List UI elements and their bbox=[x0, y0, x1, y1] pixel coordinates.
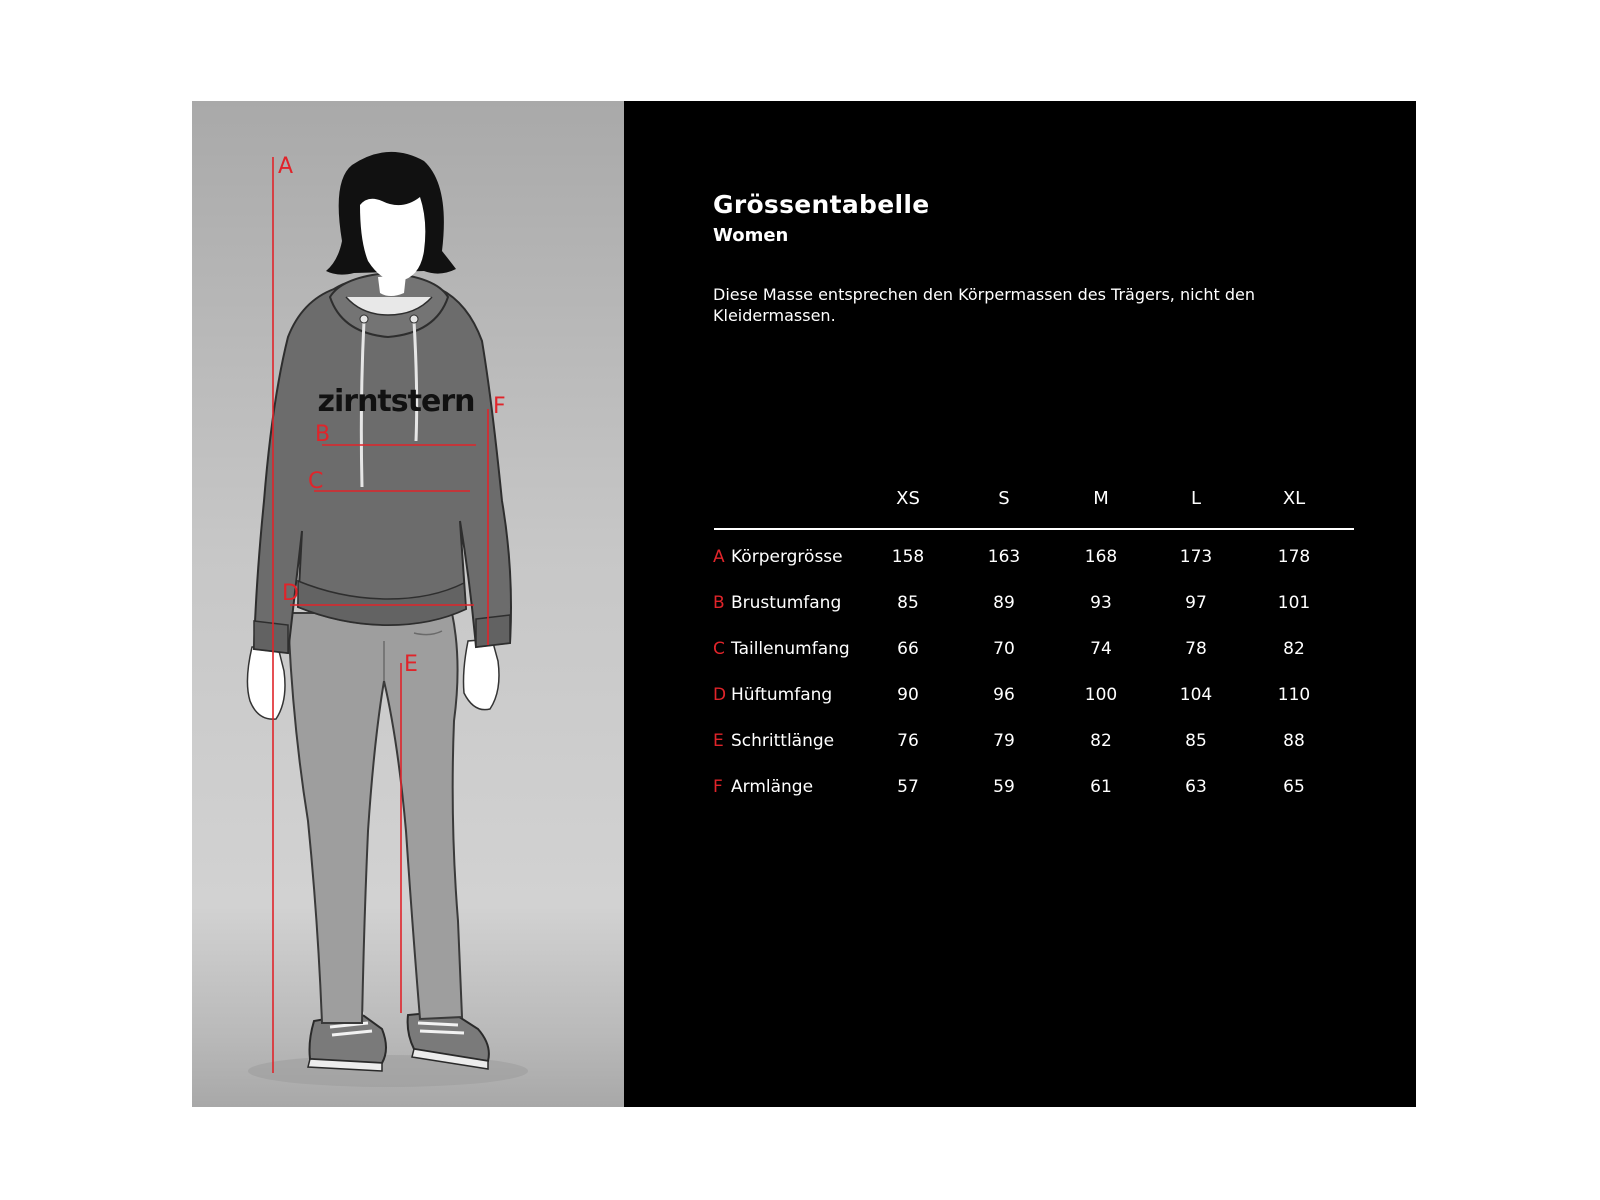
table-panel bbox=[624, 101, 1416, 1107]
cell-value: 66 bbox=[897, 639, 919, 659]
measure-label-c: C bbox=[308, 469, 324, 494]
row-label: Schrittlänge bbox=[731, 731, 835, 751]
row-label: Taillenumfang bbox=[731, 639, 850, 659]
shirt-logo: zirntstern bbox=[317, 384, 475, 419]
cell-value: 90 bbox=[897, 685, 919, 705]
row-letter: C bbox=[713, 639, 725, 659]
figure-illustration bbox=[192, 101, 624, 1107]
right-hand bbox=[464, 639, 500, 710]
measurement-note: Diese Masse entsprechen den Körpermassen des Trägers, nicht den Kleidermassen. bbox=[713, 285, 1255, 325]
cell-value: 173 bbox=[1179, 547, 1213, 567]
table-row bbox=[624, 685, 1416, 715]
cell-value: 163 bbox=[987, 547, 1021, 567]
page-subtitle: Women bbox=[713, 225, 789, 246]
row-letter: E bbox=[713, 731, 724, 751]
row-label: Hüftumfang bbox=[731, 685, 833, 705]
measure-label-b: B bbox=[315, 422, 331, 447]
row-letter: F bbox=[713, 777, 723, 797]
row-letter: B bbox=[713, 593, 725, 613]
cell-value: 79 bbox=[993, 731, 1015, 751]
cell-value: 100 bbox=[1084, 685, 1118, 705]
cell-value: 82 bbox=[1283, 639, 1305, 659]
row-label: Körpergrösse bbox=[731, 547, 843, 567]
cell-value: 57 bbox=[897, 777, 919, 797]
cell-value: 59 bbox=[993, 777, 1015, 797]
header-divider bbox=[714, 528, 1354, 530]
measure-label-f: F bbox=[493, 394, 506, 419]
cell-value: 78 bbox=[1185, 639, 1207, 659]
row-label: Armlänge bbox=[731, 777, 814, 797]
row-label: Brustumfang bbox=[731, 593, 842, 613]
row-letter: D bbox=[713, 685, 727, 705]
cell-value: 158 bbox=[891, 547, 925, 567]
cell-value: 85 bbox=[897, 593, 919, 613]
cell-value: 85 bbox=[1185, 731, 1207, 751]
cell-value: 178 bbox=[1277, 547, 1311, 567]
table-row bbox=[624, 547, 1416, 577]
cell-value: 74 bbox=[1090, 639, 1112, 659]
cell-value: 61 bbox=[1090, 777, 1112, 797]
cell-value: 96 bbox=[993, 685, 1015, 705]
table-row bbox=[624, 731, 1416, 761]
page-title: Grössentabelle bbox=[713, 190, 930, 219]
cell-value: 97 bbox=[1185, 593, 1207, 613]
cell-value: 70 bbox=[993, 639, 1015, 659]
pants bbox=[288, 613, 462, 1023]
cell-value: 168 bbox=[1084, 547, 1118, 567]
cell-value: 65 bbox=[1283, 777, 1305, 797]
figure-panel bbox=[192, 101, 624, 1107]
cell-value: 93 bbox=[1090, 593, 1112, 613]
size-header-m: M bbox=[1093, 488, 1109, 509]
size-chart bbox=[192, 101, 1416, 1107]
cell-value: 110 bbox=[1277, 685, 1311, 705]
cell-value: 101 bbox=[1277, 593, 1311, 613]
table-row bbox=[624, 639, 1416, 669]
size-header-xs: XS bbox=[896, 488, 920, 509]
row-letter: A bbox=[713, 547, 725, 567]
left-hand bbox=[247, 647, 285, 719]
size-header-xl: XL bbox=[1282, 488, 1306, 509]
size-header-l: L bbox=[1190, 488, 1202, 509]
size-header-s: S bbox=[998, 488, 1010, 509]
cell-value: 89 bbox=[993, 593, 1015, 613]
measure-label-d: D bbox=[282, 581, 299, 606]
table-row bbox=[624, 593, 1416, 623]
cell-value: 63 bbox=[1185, 777, 1207, 797]
measure-label-a: A bbox=[278, 154, 294, 179]
cell-value: 88 bbox=[1283, 731, 1305, 751]
cell-value: 76 bbox=[897, 731, 919, 751]
cell-value: 104 bbox=[1179, 685, 1213, 705]
measure-label-e: E bbox=[404, 652, 418, 677]
table-row bbox=[624, 777, 1416, 807]
cell-value: 82 bbox=[1090, 731, 1112, 751]
